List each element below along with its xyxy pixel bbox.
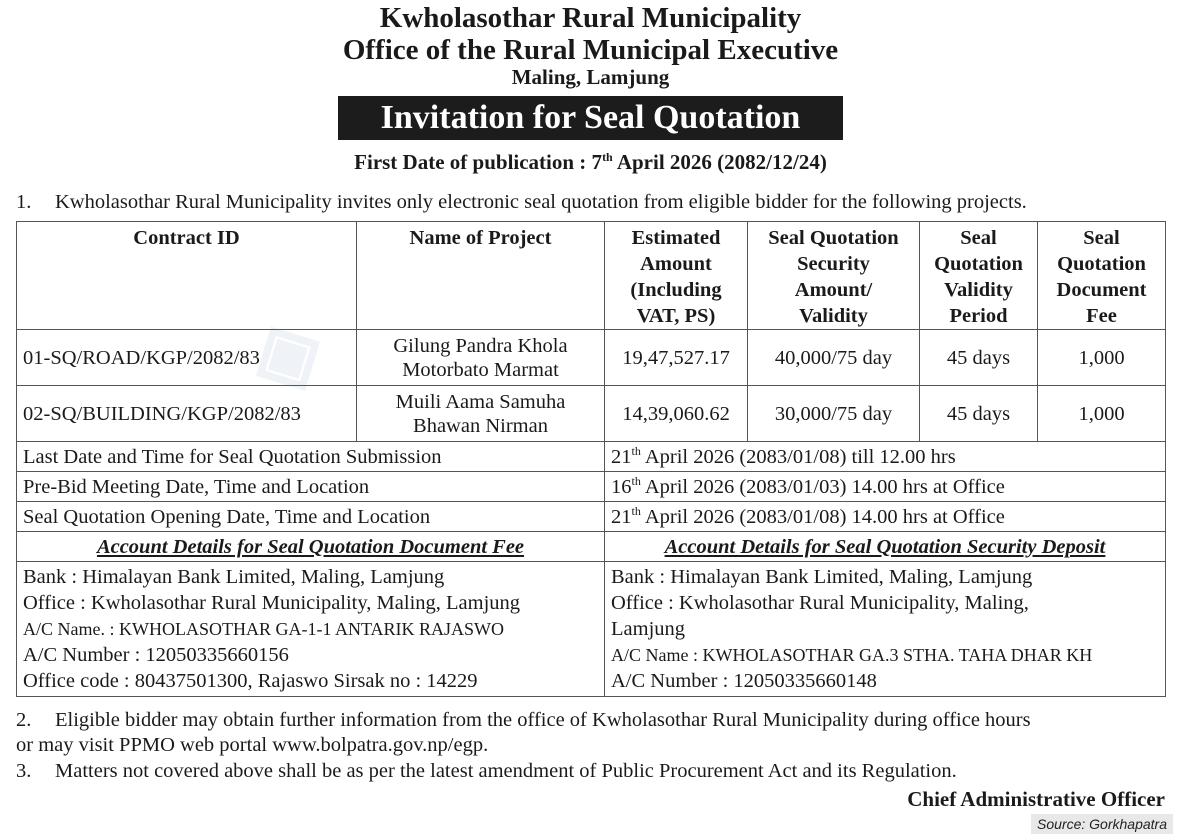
info-rest: April 2026 (2083/01/08) till 12.00 hrs [640,445,956,468]
quotation-table [16,221,1166,697]
publication-date [0,149,1181,175]
publication-date-prefix: First Date of publication : 7 [354,150,603,174]
header-security-line: Seal Quotation [768,227,899,249]
fee-ac-number: A/C Number : 12050335660156 [23,644,289,666]
project-name-line: Gilung Pandra Khola [393,334,568,357]
info-row-prebid [17,472,1166,502]
deposit-account-heading: Account Details for Seal Quotation Security Deposit [605,532,1166,562]
header-amount-line: (Including [630,279,722,301]
header-contract-id: Contract ID [17,222,357,330]
info-rest: April 2026 (2083/01/03) 14.00 hrs at Office [640,475,1005,498]
header-project-name: Name of Project [357,222,605,330]
cell-validity-period: 45 days [920,330,1038,386]
clause-2 [16,708,1171,758]
deposit-ac-name: A/C Name : KWHOLASOTHAR GA.3 STHA. TAHA DHAR KH [611,645,1093,665]
fee-office: Office : Kwholasothar Rural Municipality, Maling, Lamjung [23,592,521,614]
header-validity-line: Seal [960,227,997,249]
header-amount-line: Amount [640,253,712,275]
info-label: Pre-Bid Meeting Date, Time and Location [17,472,605,502]
municipality-name: Kwholasothar Rural Municipality [379,2,802,34]
info-day: 21 [611,445,632,468]
info-row-opening [17,502,1166,532]
publication-date-sup: th [602,150,613,164]
cell-estimated-amount: 19,47,527.17 [605,330,748,386]
clause-3-text: Matters not covered above shall be as per the latest amendment of Public Procurement Act and its Regulation. [55,760,957,782]
header-fee-line: Fee [1086,305,1117,327]
info-rest: April 2026 (2083/01/08) 14.00 hrs at Office [640,505,1005,528]
cell-project-name [357,330,605,386]
cell-project-name [357,386,605,442]
publication-date-suffix: April 2026 (2082/12/24) [612,150,827,174]
fee-ac-name: A/C Name. : KWHOLASOTHAR GA-1-1 ANTARIK RAJASWO [23,619,505,639]
header-fee-line: Seal [1083,227,1120,249]
deposit-bank: Bank : Himalayan Bank Limited, Maling, Lamjung [611,566,1033,588]
fee-office-code: Office code : 80437501300, Rajaswo Sirsak no : 14229 [23,670,478,692]
info-day: 21 [611,505,632,528]
header-security-line: Security [797,253,870,275]
header-fee-line: Document [1056,279,1147,301]
office-name: Office of the Rural Municipal Executive [342,34,839,66]
info-day: 16 [611,475,632,498]
info-day-sup: th [631,473,641,488]
header-amount-line: Estimated [631,227,721,249]
fee-account-details [17,562,605,697]
notice-title-banner: Invitation for Seal Quotation [338,96,843,140]
deposit-ac-number: A/C Number : 12050335660148 [611,670,877,692]
signatory-title: Chief Administrative Officer [907,787,1165,811]
fee-account-heading: Account Details for Seal Quotation Document Fee [17,532,605,562]
header-security-line: Validity [799,305,868,327]
project-name-line: Motorbato Marmat [402,358,559,381]
header-validity-line: Period [949,305,1008,327]
cell-security-amount: 30,000/75 day [748,386,920,442]
project-name-line: Bhawan Nirman [413,414,548,437]
info-day-sup: th [631,443,641,458]
clause-1 [16,190,1171,216]
header-security-line: Amount/ [794,279,873,301]
account-header-row [17,532,1166,562]
clause-2-line: or may visit PPMO web portal www.bolpatra.gov.np/egp. [16,734,489,756]
info-label: Seal Quotation Opening Date, Time and Location [17,502,605,532]
info-label: Last Date and Time for Seal Quotation Submission [17,442,605,472]
cell-estimated-amount: 14,39,060.62 [605,386,748,442]
header-validity-period [920,222,1038,330]
info-row-submission [17,442,1166,472]
cell-security-amount: 40,000/75 day [748,330,920,386]
fee-bank: Bank : Himalayan Bank Limited, Maling, Lamjung [23,566,445,588]
deposit-account-details [605,562,1166,697]
source-credit: Source: Gorkhapatra [1031,814,1173,834]
header-fee-line: Quotation [1057,253,1146,275]
account-details-row [17,562,1166,697]
header-estimated-amount [605,222,748,330]
header-validity-line: Quotation [934,253,1023,275]
info-value [605,442,1166,472]
deposit-office: Office : Kwholasothar Rural Municipality, Maling, [611,592,1029,614]
clause-3-number: 3. [16,760,32,782]
info-day-sup: th [631,503,641,518]
clause-1-text: Kwholasothar Rural Municipality invites only electronic seal quotation from eligible bidder for the following projects. [55,191,1027,213]
office-location: Maling, Lamjung [511,65,670,89]
header-security-amount [748,222,920,330]
watermark-graphic: ◈ [230,292,339,414]
cell-document-fee: 1,000 [1038,330,1166,386]
info-value [605,472,1166,502]
clause-1-number: 1. [16,191,32,213]
table-row [17,330,1166,386]
cell-validity-period: 45 days [920,386,1038,442]
cell-contract-id: 01-SQ/ROAD/KGP/2082/83 [17,330,357,386]
header-validity-line: Validity [944,279,1013,301]
clause-3 [16,759,1171,785]
deposit-office-cont: Lamjung [611,618,686,640]
cell-contract-id: 02-SQ/BUILDING/KGP/2082/83 [17,386,357,442]
info-value [605,502,1166,532]
table-header-row [17,222,1166,330]
clause-2-text [16,708,1169,758]
header-amount-line: VAT, PS) [636,305,716,327]
cell-document-fee: 1,000 [1038,386,1166,442]
table-row [17,386,1166,442]
header-document-fee [1038,222,1166,330]
clause-2-number: 2. [16,709,32,731]
clause-2-line: Eligible bidder may obtain further information from the office of Kwholasothar Rural Municipality during office hours [55,709,1031,731]
project-name-line: Muili Aama Samuha [395,390,566,413]
